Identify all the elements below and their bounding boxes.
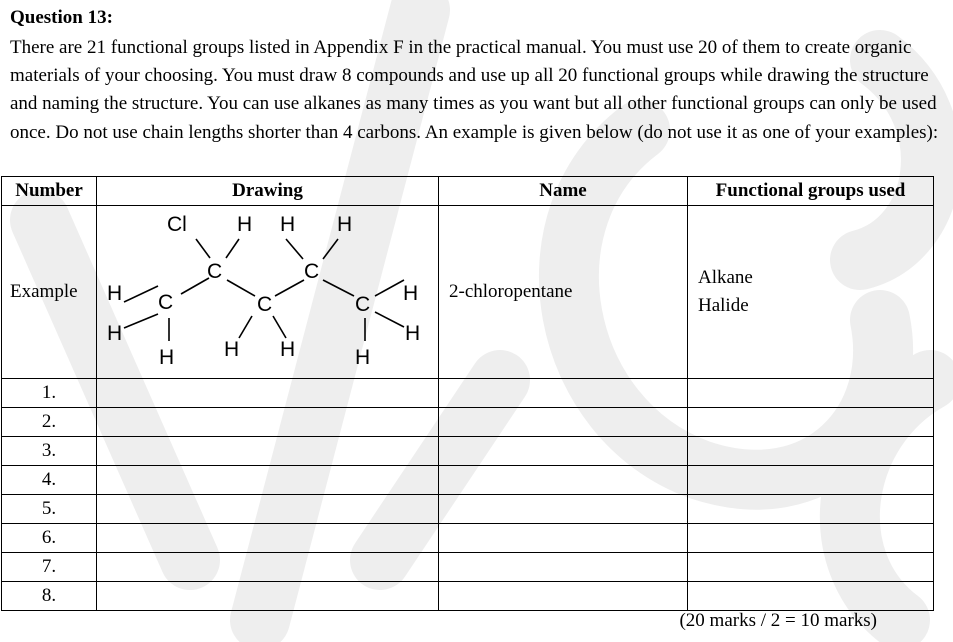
row-number: 1. xyxy=(2,379,97,408)
atom-h: H xyxy=(280,213,296,236)
drawing-cell[interactable] xyxy=(97,466,439,495)
name-cell[interactable] xyxy=(439,408,688,437)
atom-h: H xyxy=(237,213,253,236)
groups-cell[interactable] xyxy=(688,495,934,524)
name-cell[interactable] xyxy=(439,553,688,582)
example-name: 2-chloropentane xyxy=(439,206,688,379)
name-cell[interactable] xyxy=(439,466,688,495)
example-number: Example xyxy=(2,206,97,379)
groups-cell[interactable] xyxy=(688,408,934,437)
groups-cell[interactable] xyxy=(688,379,934,408)
atom-c: C xyxy=(355,293,371,316)
row-number: 3. xyxy=(2,437,97,466)
drawing-cell[interactable] xyxy=(97,553,439,582)
groups-cell[interactable] xyxy=(688,437,934,466)
table-row xyxy=(2,582,934,611)
header-groups: Functional groups used xyxy=(688,177,934,206)
table-row xyxy=(2,553,934,582)
drawing-cell[interactable] xyxy=(97,582,439,611)
atom-h: H xyxy=(403,282,419,305)
atom-h: H xyxy=(107,282,123,305)
table-row xyxy=(2,379,934,408)
atom-h: H xyxy=(107,322,123,345)
row-number: 6. xyxy=(2,524,97,553)
atom-cl: Cl xyxy=(167,213,187,236)
structure-diagram xyxy=(97,206,439,372)
table-header-row xyxy=(2,177,934,206)
example-group-item: Halide xyxy=(698,295,749,316)
groups-cell[interactable] xyxy=(688,553,934,582)
example-drawing xyxy=(97,206,439,379)
table-row xyxy=(2,408,934,437)
table-row xyxy=(2,437,934,466)
header-name: Name xyxy=(439,177,688,206)
atom-h: H xyxy=(337,213,353,236)
row-number: 7. xyxy=(2,553,97,582)
groups-cell[interactable] xyxy=(688,582,934,611)
name-cell[interactable] xyxy=(439,495,688,524)
name-cell[interactable] xyxy=(439,379,688,408)
example-groups xyxy=(688,206,934,379)
drawing-cell[interactable] xyxy=(97,379,439,408)
atom-c: C xyxy=(304,260,320,283)
marks-note: (20 marks / 2 = 10 marks) xyxy=(679,610,877,631)
atom-h: H xyxy=(224,338,240,361)
header-drawing: Drawing xyxy=(97,177,439,206)
atom-c: C xyxy=(207,260,223,283)
row-number: 5. xyxy=(2,495,97,524)
groups-cell[interactable] xyxy=(688,466,934,495)
question-body: There are 21 functional groups listed in Appendix F in the practical manual. You must use 20 of them to create organic materials of your choosing. You must draw 8 compounds and use up all 20 functional groups while drawing the structure and naming the structure. You can use alkanes as many times as you want but all other functional groups can only be used once. Do not use chain lengths shorter than 4 carbons. An example is given below (do not use it as one of your examples): xyxy=(10,37,939,143)
atom-h: H xyxy=(280,338,296,361)
name-cell[interactable] xyxy=(439,582,688,611)
name-cell[interactable] xyxy=(439,437,688,466)
atom-h: H xyxy=(159,346,175,369)
atom-c: C xyxy=(158,291,174,314)
row-number: 4. xyxy=(2,466,97,495)
drawing-cell[interactable] xyxy=(97,495,439,524)
question-title: Question 13: xyxy=(10,7,113,28)
atom-h: H xyxy=(355,346,371,369)
table-row xyxy=(2,495,934,524)
name-cell[interactable] xyxy=(439,524,688,553)
row-number: 8. xyxy=(2,582,97,611)
atom-h: H xyxy=(405,322,421,345)
table-row xyxy=(2,524,934,553)
table-row xyxy=(2,466,934,495)
groups-cell[interactable] xyxy=(688,524,934,553)
answer-table xyxy=(1,176,934,611)
drawing-cell[interactable] xyxy=(97,437,439,466)
header-number: Number xyxy=(2,177,97,206)
row-number: 2. xyxy=(2,408,97,437)
atom-c: C xyxy=(257,293,273,316)
example-row xyxy=(2,206,934,379)
drawing-cell[interactable] xyxy=(97,408,439,437)
example-group-item: Alkane xyxy=(698,267,753,288)
drawing-cell[interactable] xyxy=(97,524,439,553)
